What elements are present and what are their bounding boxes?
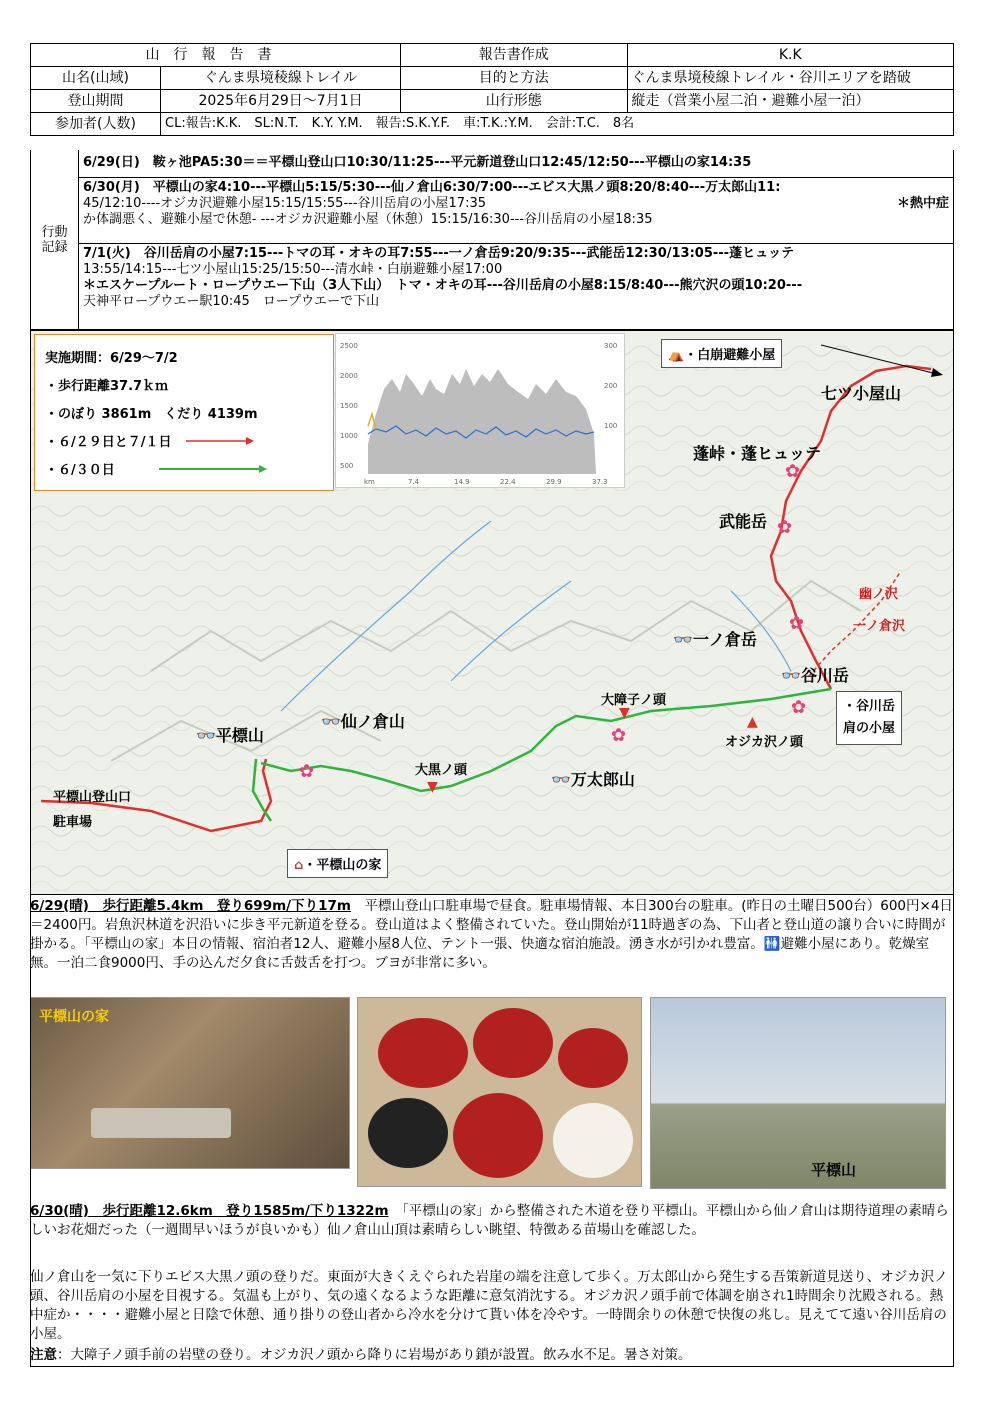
mantaro-label: 👓万太郎山	[551, 770, 635, 789]
tanigawa-label: 👓谷川岳	[781, 666, 849, 685]
form: 縦走（営業小屋二泊・避難小屋一泊）	[627, 90, 953, 113]
header-table	[30, 43, 954, 136]
summary-updown: ・のぼり 3861m くだり 4139m	[45, 407, 258, 422]
pin-arrow-icon: ▼	[619, 705, 630, 721]
katanokoya-label: ・谷川岳 肩の小屋	[836, 691, 902, 745]
bunou-label: 武能岳	[719, 512, 768, 531]
legend-red: ・６/２９日と７/１日	[45, 429, 323, 457]
photo-summit-caption: 平標山	[811, 1161, 857, 1179]
xtick: km	[364, 478, 375, 486]
daishoji-label: 大障子ノ頭	[601, 693, 667, 708]
tairanoie-label: ⌂・平標山の家	[287, 849, 388, 878]
caution: 注意：大障子ノ頭手前の岩壁の登り。オジカ沢ノ頭から降りに岩場があり鎖が設置。飲み水不足。暑さ対策。	[30, 1347, 692, 1363]
elevation-profile	[335, 333, 625, 488]
day2-text1: 「平標山の家」から整備された木道を登り平標山。平標山から仙ノ倉山は期待道理の素晴らしいお花畑だった（一週間早いほうが良いかも）仙ノ倉山山頂は素晴らしい眺望、特徴ある苗場山を確認した。	[30, 1203, 949, 1238]
photo-hut-caption: 平標山の家	[39, 1009, 109, 1025]
record-label: 行動記録	[31, 150, 79, 329]
day1-text: 平標山登山口駐車場で昼食。駐車場情報、本日300台の駐車。(昨日の土曜日500台）600円×4日＝2400円。岩魚沢林道を沢沿いに歩き平元新道を登る。登山道はよく整備されていた。登山開始が11時過ぎの為、下山者と登山道の譲り合いに時間が掛かる。「平標山の家」本日の情報、宿泊者12人、避難小屋8人位、テント一張、快適な宿泊施設。湧き水が引かれ豊富。🚻避難小屋にあり。乾燥室無。一泊二食9000円、手の込んだ夕食に舌鼓舌を打つ。ブヨが非常に多い。	[30, 898, 953, 971]
record-day3: 7/1(火) 谷川岳肩の小屋7:15---トマの耳・オキの耳7:55---一ノ倉岳9:20/9:35---武能岳12:30/13:05---蓬ヒュッテ 13:55/14:15---七ツ小屋山15:25/15:50---清水峠・白崩避難小屋17:00 ＊エスケープルート・ロープウエー下山（3人下山） トマ・オキの耳---谷川岳肩の小屋8:15/8:40---熊穴沢の頭10:20--- 天神平ロープウエー駅10:45 ロープウエーで下山	[83, 246, 803, 309]
pointer-arrow	[821, 343, 951, 383]
day1-heading: 6/29(晴) 歩行距離5.4km 登り699m/下り17m	[30, 898, 351, 914]
report-title: 山行報告書	[31, 44, 401, 67]
purpose: ぐんま県境稜線トレイル・谷川エリアを踏破	[627, 67, 953, 90]
members-label: 参加者(人数)	[31, 113, 161, 136]
period: 2025年6月29日～7月1日	[161, 90, 401, 113]
xtick: 29.9	[546, 478, 562, 486]
action-record	[30, 150, 954, 330]
record-day1: 6/29(日) 鞍ヶ池PA5:30＝＝平標山登山口10:30/11:25---平元新道登山口12:45/12:50---平標山の家14:35	[79, 150, 953, 178]
summary-distance: ・歩行距離37.7ｋｍ	[45, 379, 169, 394]
purpose-label: 目的と方法	[401, 67, 627, 90]
y2tick: 200	[604, 382, 618, 390]
y2tick: 100	[604, 422, 618, 430]
flower-icon: ✿	[611, 725, 627, 746]
elevation-svg	[336, 334, 626, 489]
tozanguchi-label: 平標山登山口	[53, 790, 132, 805]
flower-icon: ✿	[777, 517, 793, 538]
photo-summit	[650, 997, 946, 1189]
sennokura-label: 👓仙ノ倉山	[321, 712, 405, 731]
mountain: ぐんま県境稜線トレイル	[161, 67, 401, 90]
ytick: 500	[340, 462, 354, 470]
nanatsugoya-label: 七ツ小屋山	[821, 384, 902, 403]
day2-text2: 仙ノ倉山を一気に下りエビス大黒ノ頭の登りだ。東面が大きくえぐられた岩崖の端を注意して歩く。万太郎山から発生する吾策新道見送り、オジカ沢ノ頭、谷川岳肩の小屋を目視する。気温も上がり、気の遠くなるような距離に意気消沈する。オジカ沢ノ頭手前で体調を崩され1時間余り沈殿される。熱中症か・・・・避難小屋と日陰で休憩、通り掛りの登山者から冷水を分けて貰い体を冷やす。一時間余りの休憩で快復の兆し。見えてて遠い谷川岳肩の小屋。	[30, 1269, 948, 1342]
flower-icon: ✿	[789, 613, 805, 634]
form-label: 山行形態	[401, 90, 627, 113]
legend-green: ・６/３０日	[45, 457, 323, 485]
report-by: K.K	[627, 44, 953, 67]
summary-box	[34, 334, 334, 491]
ichinokurasawa-label: 一ノ倉沢	[853, 619, 906, 634]
photo-dinner	[357, 997, 642, 1187]
ytick: 2000	[340, 372, 358, 380]
day2-heading: 6/30(晴) 歩行距離12.6km 登り1585m/下り1322m	[30, 1203, 389, 1219]
pin-arrow-icon: ▲	[747, 714, 758, 730]
xtick: 37.3	[592, 478, 608, 486]
members: CL:報告:K.K. SL:N.T. K.Y. Y.M. 報告:S.K.Y.F. 車:T.K.:Y.M. 会計:T.C. 8名	[161, 113, 954, 136]
shirakuzure-label: ⛺・白崩避難小屋	[661, 339, 782, 368]
day2-report	[30, 1202, 954, 1240]
ojika-label: オジカ沢ノ頭	[725, 735, 804, 750]
mountain-label: 山名(山域)	[31, 67, 161, 90]
y2tick: 300	[604, 342, 618, 350]
chushajo-label: 駐車場	[53, 815, 93, 830]
xtick: 14.9	[454, 478, 470, 486]
period-label: 登山期間	[31, 90, 161, 113]
summary-period: 実施期間：6/29～7/2	[45, 351, 178, 366]
ytick: 1000	[340, 432, 358, 440]
day1-report	[30, 897, 954, 973]
pin-arrow-icon: ▼	[427, 779, 438, 795]
route-map	[30, 330, 954, 895]
ytick: 1500	[340, 402, 358, 410]
xtick: 22.4	[500, 478, 516, 486]
report-by-label: 報告書作成	[401, 44, 627, 67]
flower-icon: ✿	[785, 461, 801, 482]
flower-icon: ✿	[299, 761, 315, 782]
record-day2: 6/30(月) 平標山の家4:10---平標山5:15/5:30---仙ノ倉山6:30/7:00---エビス大黒ノ頭8:20/8:40---万太郎山11: 45/12:10----オジカ沢避難小屋15:15/15:55---谷川岳肩の小屋17:35 ＊熱中症 か体調悪く、避難小屋で休憩- ---オジカ沢避難小屋（休憩）15:15/16:30---谷川岳肩の小屋18:35	[79, 178, 953, 244]
xtick: 7.4	[408, 478, 420, 486]
yunosawa-label: 幽ノ沢	[859, 587, 899, 602]
elevation-area	[368, 369, 596, 474]
daikoku-label: 大黒ノ頭	[415, 763, 468, 778]
ytick: 2500	[340, 342, 358, 350]
taira-label: 👓平標山	[196, 726, 264, 745]
yomogi-label: 蓬峠・蓬ヒュッテ	[693, 444, 822, 463]
photo-hut	[30, 997, 350, 1169]
ichinokura-label: 👓一ノ倉岳	[673, 630, 757, 649]
flower-icon: ✿	[791, 697, 807, 718]
